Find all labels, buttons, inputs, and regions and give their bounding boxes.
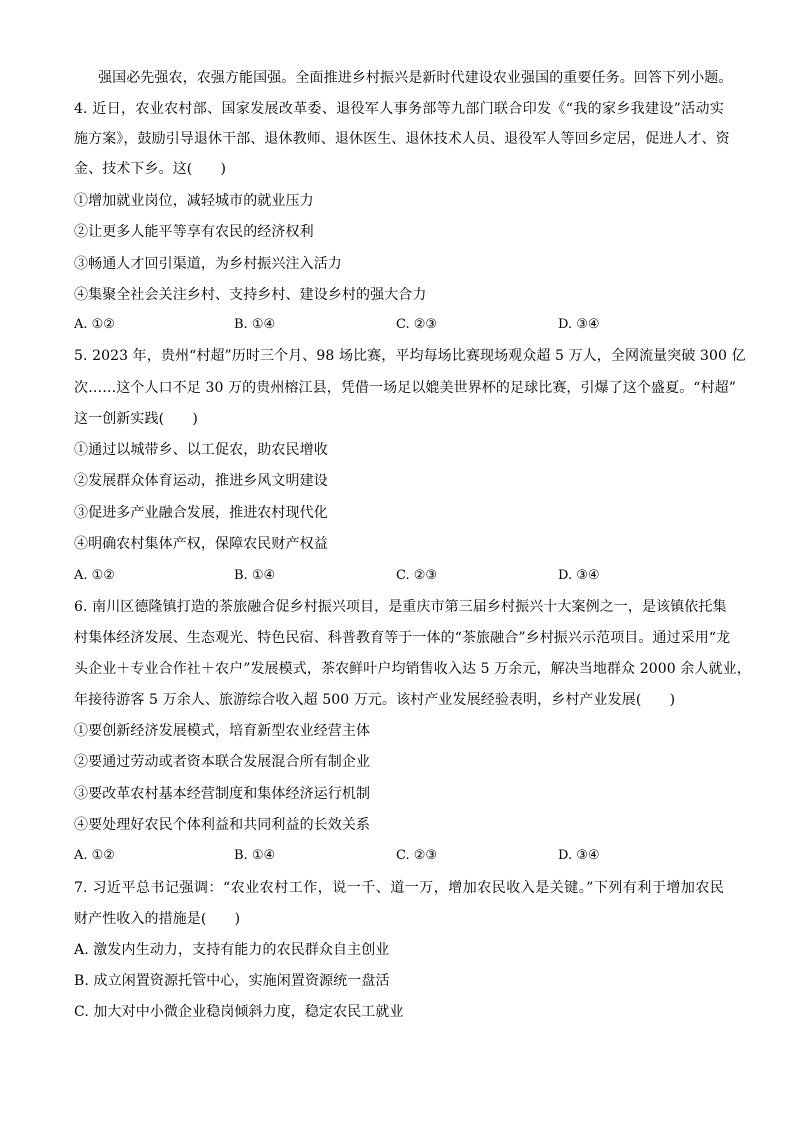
q6-stem-line-4: 年接待游客 5 万余人、旅游综合收入超 500 万元。该村产业发展经验表明，乡村产业发展( ) <box>74 692 676 708</box>
q6-stem-line-2: 村集体经济发展、生态观光、特色民宿、科普教育等于一体的“茶旅融合”乡村振兴示范项目。通过采用“龙 <box>74 630 731 646</box>
q5-option-a[interactable]: A. ①② <box>74 568 115 583</box>
q4-option-a[interactable]: A. ①② <box>74 317 115 332</box>
q5-option-c[interactable]: C. ②③ <box>396 568 438 583</box>
q6-item-3: ③要改革农村基本经营制度和集体经济运行机制 <box>74 786 371 802</box>
q6-option-d[interactable]: D. ③④ <box>558 848 600 863</box>
q5-item-2: ②发展群众体育运动，推进乡风文明建设 <box>74 473 328 489</box>
q6-item-1: ①要创新经济发展模式，培育新型农业经营主体 <box>74 723 371 739</box>
q6-item-2: ②要通过劳动或者资本联合发展混合所有制企业 <box>74 754 371 770</box>
q5-option-b[interactable]: B. ①④ <box>234 568 276 583</box>
q7-choice-a[interactable]: A. 激发内生动力，支持有能力的农民群众自主创业 <box>74 942 390 958</box>
q6-option-c[interactable]: C. ②③ <box>396 848 438 863</box>
q6-item-4: ④要处理好农民个体利益和共同利益的长效关系 <box>74 817 371 833</box>
q4-item-4: ④集聚全社会关注乡村、支持乡村、建设乡村的强大合力 <box>74 287 427 303</box>
section-intro: 强国必先强农，农强方能国强。全面推进乡村振兴是新时代建设农业强国的重要任务。回答下列小题。 <box>98 70 733 86</box>
q7-stem-line-2: 财产性收入的措施是( ) <box>74 911 241 927</box>
q4-item-3: ③畅通人才回引渠道，为乡村振兴注入活力 <box>74 256 342 272</box>
q5-item-4: ④明确农村集体产权，保障农民财产权益 <box>74 536 328 552</box>
q4-option-b[interactable]: B. ①④ <box>234 317 276 332</box>
q6-stem-line-3: 头企业＋专业合作社＋农户”发展模式，茶农鲜叶户均销售收入达 5 万余元，解决当地群众 2000 余人就业， <box>74 661 751 677</box>
q4-option-d[interactable]: D. ③④ <box>558 317 600 332</box>
q4-stem-line-2: 施方案》，鼓励引导退休干部、退休教师、退休医生、退休技术人员、退役军人等回乡定居，促进人才、资 <box>74 131 730 147</box>
q5-options <box>74 566 724 586</box>
q7-choice-c[interactable]: C. 加大对中小微企业稳岗倾斜力度，稳定农民工就业 <box>74 1004 404 1020</box>
q4-item-2: ②让更多人能平等享有农民的经济权利 <box>74 224 314 240</box>
q6-stem-line-1: 6. 南川区德隆镇打造的茶旅融合促乡村振兴项目，是重庆市第三届乡村振兴十大案例之一，是该镇依托集 <box>74 599 727 615</box>
q4-item-1: ①增加就业岗位，减轻城市的就业压力 <box>74 193 314 209</box>
q5-option-d[interactable]: D. ③④ <box>558 568 600 583</box>
q5-stem-line-1: 5. 2023 年，贵州“村超”历时三个月、98 场比赛，平均每场比赛现场观众超 5 万人，全网流量突破 300 亿 <box>74 348 746 364</box>
q4-stem-line-3: 金、技术下乡。这( ) <box>74 161 227 177</box>
q5-stem-line-2: 次……这个人口不足 30 万的贵州榕江县，凭借一场足以媲美世界杯的足球比赛，引爆了这个盛夏。“村超” <box>74 380 737 396</box>
q4-stem-line-1: 4. 近日，农业农村部、国家发展改革委、退役军人事务部等九部门联合印发《“我的家乡我建设”活动实 <box>74 101 724 117</box>
q7-choice-b[interactable]: B. 成立闲置资源托管中心，实施闲置资源统一盘活 <box>74 973 390 989</box>
q6-options <box>74 846 724 866</box>
q5-item-1: ①通过以城带乡、以工促农，助农民增收 <box>74 442 328 458</box>
q5-item-3: ③促进多产业融合发展，推进农村现代化 <box>74 505 328 521</box>
q7-stem-line-1: 7. 习近平总书记强调：“农业农村工作，说一千、道一万，增加农民收入是关键。”下列有利于增加农民 <box>74 880 724 896</box>
q6-option-a[interactable]: A. ①② <box>74 848 115 863</box>
q4-option-c[interactable]: C. ②③ <box>396 317 438 332</box>
q6-option-b[interactable]: B. ①④ <box>234 848 276 863</box>
q5-stem-line-3: 这一创新实践( ) <box>74 411 198 427</box>
q4-options <box>74 315 724 335</box>
